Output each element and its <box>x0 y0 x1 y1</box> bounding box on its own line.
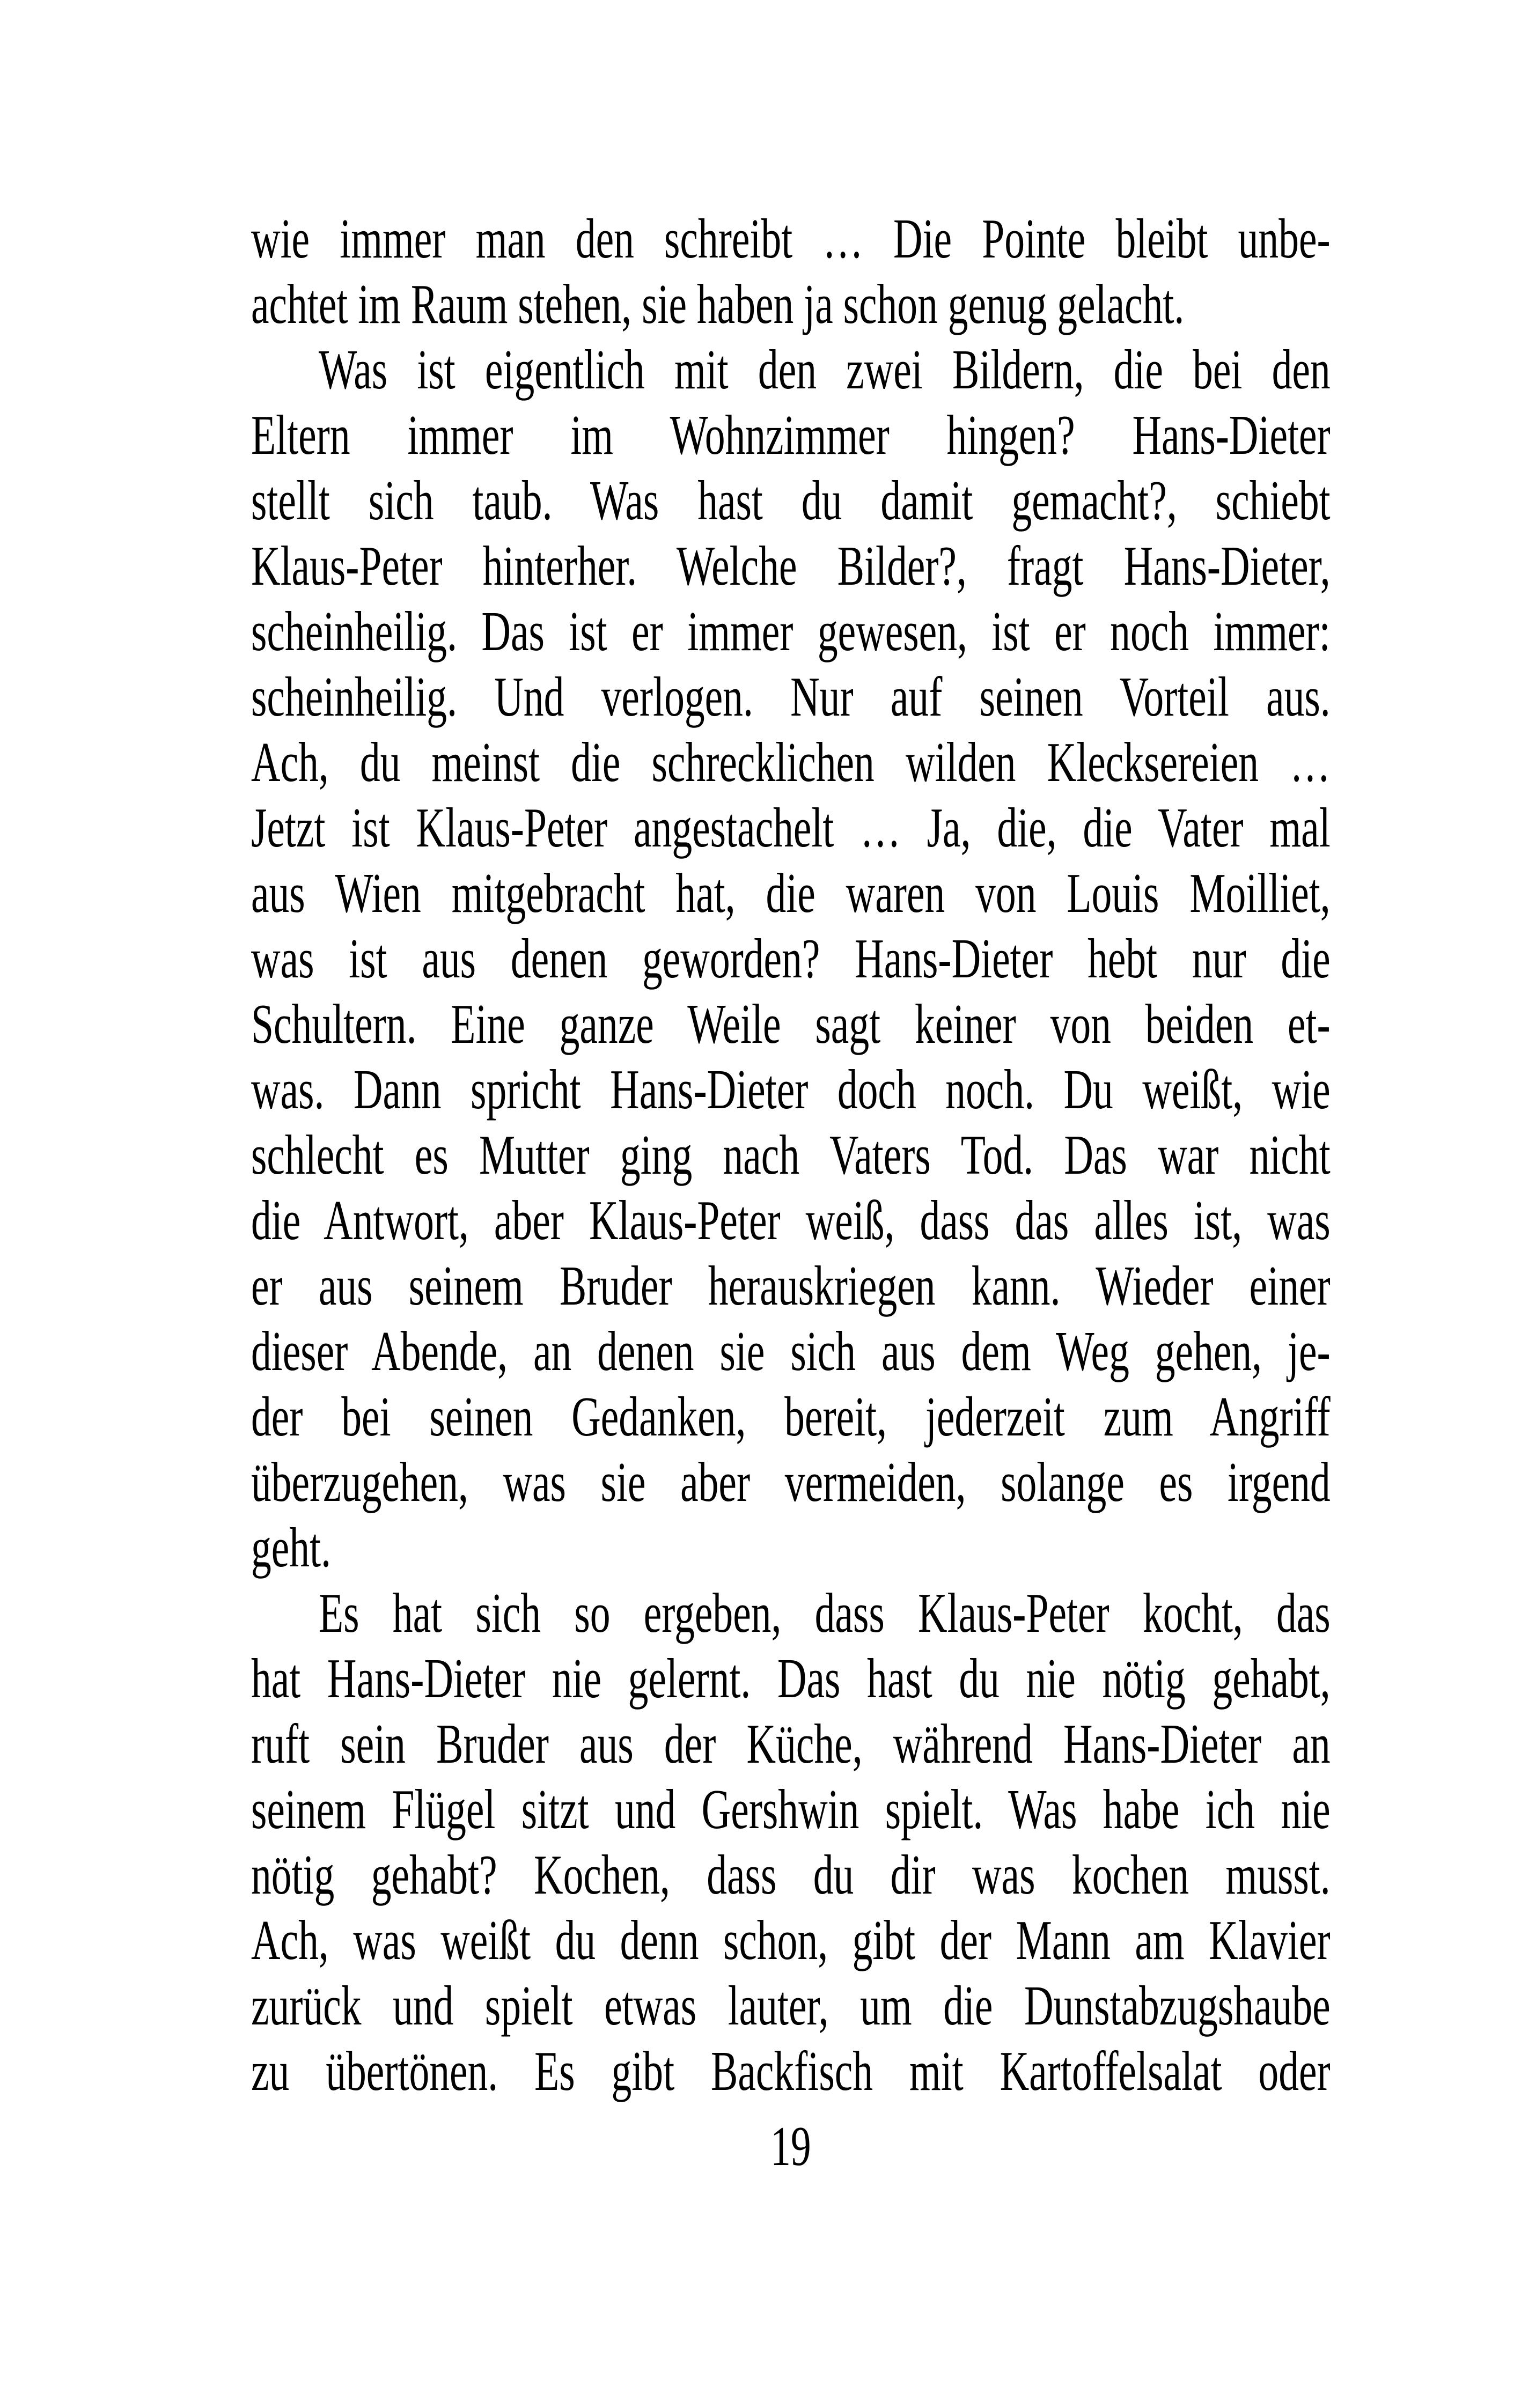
text-line: geht. <box>251 1516 331 1579</box>
text-line: der bei seinen Gedanken, bereit, jederzeit zum Angriff <box>251 1385 1331 1448</box>
text-line: Schultern. Eine ganze Weile sagt keiner von beiden et- <box>251 992 1331 1055</box>
text-line: zu übertönen. Es gibt Backfisch mit Kartoffelsalat oder <box>251 2039 1331 2102</box>
text-line: Ach, was weißt du denn schon, gibt der Mann am Klavier <box>251 1909 1331 1971</box>
text-line: dieser Abende, an denen sie sich aus dem Weg gehen, je- <box>251 1320 1331 1382</box>
text-line: ruft sein Bruder aus der Küche, während Hans-Dieter an <box>251 1712 1331 1775</box>
text-line: was ist aus denen geworden? Hans-Dieter hebt nur die <box>251 927 1331 990</box>
text-line: zurück und spielt etwas lauter, um die Dunstabzugshaube <box>251 1974 1331 2037</box>
text-line: Klaus-Peter hinterher. Welche Bilder?, fragt Hans-Dieter, <box>251 534 1331 597</box>
text-line: was. Dann spricht Hans-Dieter doch noch. Du weißt, wie <box>251 1058 1331 1121</box>
text-line: überzugehen, was sie aber vermeiden, solange es irgend <box>251 1450 1331 1513</box>
text-block <box>251 206 1331 2177</box>
text-line: scheinheilig. Und verlogen. Nur auf seinen Vorteil aus. <box>251 665 1331 728</box>
text-line: wie immer man den schreibt … Die Pointe bleibt unbe- <box>251 207 1331 270</box>
text-line: stellt sich taub. Was hast du damit gemacht?, schiebt <box>251 469 1331 532</box>
page-number: 19 <box>770 2115 811 2177</box>
text-line: die Antwort, aber Klaus-Peter weiß, dass das alles ist, was <box>251 1189 1331 1251</box>
text-line: hat Hans-Dieter nie gelernt. Das hast du nie nötig gehabt, <box>251 1647 1331 1710</box>
text-line: achtet im Raum stehen, sie haben ja schon genug gelacht. <box>251 273 1185 335</box>
text-line: Eltern immer im Wohnzimmer hingen? Hans-Dieter <box>251 403 1331 466</box>
text-line: scheinheilig. Das ist er immer gewesen, ist er noch immer: <box>251 600 1331 662</box>
text-line: nötig gehabt? Kochen, dass du dir was kochen musst. <box>251 1843 1331 1906</box>
text-line: aus Wien mitgebracht hat, die waren von Louis Moilliet, <box>251 861 1331 924</box>
text-line: Jetzt ist Klaus-Peter angestachelt … Ja, die, die Vater mal <box>251 796 1331 859</box>
text-line: er aus seinem Bruder herauskriegen kann. Wieder einer <box>251 1254 1331 1317</box>
text-line: Was ist eigentlich mit den zwei Bildern, die bei den <box>319 338 1331 401</box>
text-line: Es hat sich so ergeben, dass Klaus-Peter kocht, das <box>319 1581 1331 1644</box>
text-line: seinem Flügel sitzt und Gershwin spielt. Was habe ich nie <box>251 1778 1331 1840</box>
text-line: schlecht es Mutter ging nach Vaters Tod. Das war nicht <box>251 1123 1331 1186</box>
text-line: Ach, du meinst die schrecklichen wilden Klecksereien … <box>251 731 1331 793</box>
